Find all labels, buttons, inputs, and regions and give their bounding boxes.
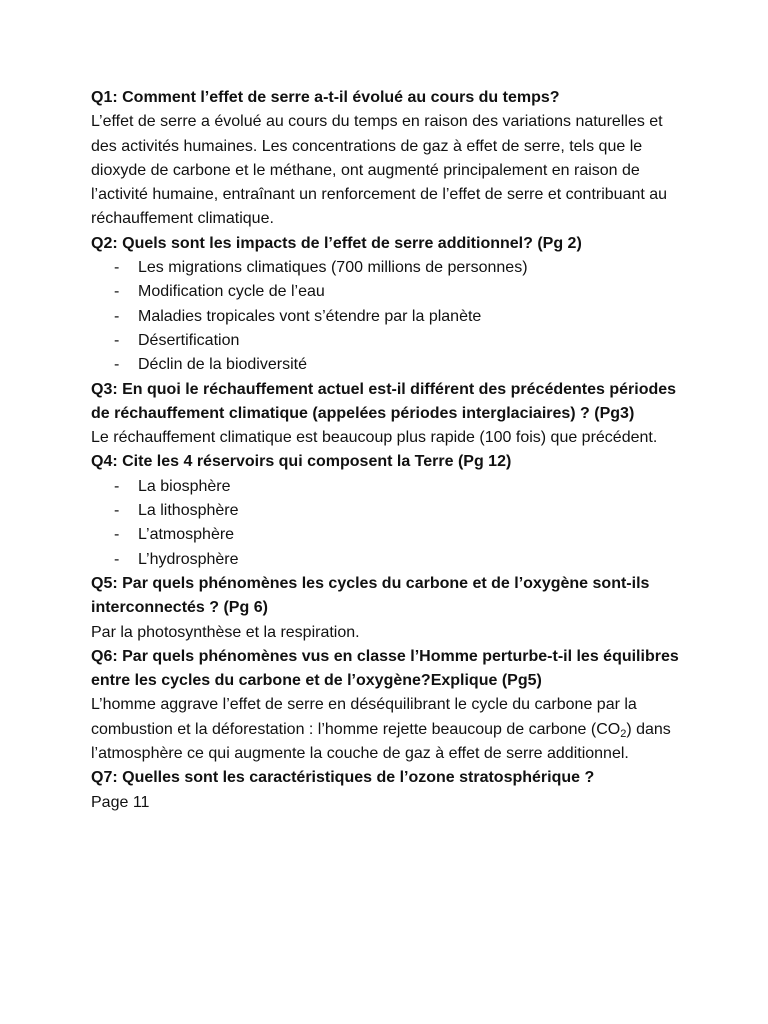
- dash-marker: -: [114, 307, 120, 325]
- dash-marker: -: [114, 331, 120, 349]
- answer-6-text-start: L’homme aggrave l’effet de serre en déséquilibrant le cycle du carbone par la combustion et la déforestation : l’homme rejette beaucoup de carbone (: [91, 696, 637, 738]
- dash-marker: -: [114, 477, 120, 495]
- answer-4-list: [91, 475, 691, 572]
- document-page: [91, 86, 691, 815]
- list-item: [91, 353, 691, 377]
- formula-main: CO: [596, 720, 621, 738]
- question-6: Q6: Par quels phénomènes vus en classe l’Homme perturbe-t-il les équilibres entre les cycles du carbone et de l’oxygène?Explique (Pg5): [91, 647, 679, 690]
- question-7: Q7: Quelles sont les caractéristiques de l’ozone stratosphérique ?: [91, 769, 595, 787]
- list-item: [91, 475, 691, 499]
- dash-marker: -: [114, 259, 120, 277]
- dash-marker: -: [114, 550, 120, 568]
- list-item-text: La biosphère: [138, 477, 231, 495]
- dash-marker: -: [114, 356, 120, 374]
- list-item-text: L’atmosphère: [138, 526, 235, 544]
- question-3: Q3: En quoi le réchauffement actuel est-il différent des précédentes périodes de réchauffement climatique (appelées périodes interglaciaires) ? (Pg3): [91, 380, 677, 422]
- answer-1: L’effet de serre a évolué au cours du temps en raison des variations naturelles et des activités humaines. Les concentrations de gaz à effet de serre, tels que le dioxyde de carbone et le méthane, ont augmenté principalement en raison de l’activité humaine, entraînant un renforcement de l’effet de serre et contribuant au réchauffement climatique.: [91, 113, 668, 228]
- list-item: [91, 523, 691, 547]
- list-item: [91, 548, 691, 572]
- list-item-text: Modification cycle de l’eau: [138, 283, 325, 301]
- question-5: Q5: Par quels phénomènes les cycles du carbone et de l’oxygène sont-ils interconnectés ? (Pg 6): [91, 574, 650, 617]
- list-item: [91, 280, 691, 304]
- list-item-text: Les migrations climatiques (700 millions de personnes): [138, 259, 528, 277]
- answer-2-list: [91, 256, 691, 377]
- answer-6-text-end: ) dans l’atmosphère ce qui augmente la couche de gaz à effet de serre additionnel.: [91, 720, 671, 763]
- list-item-text: Désertification: [138, 331, 240, 349]
- question-2: Q2: Quels sont les impacts de l’effet de serre additionnel? (Pg 2): [91, 234, 582, 252]
- answer-3: Le réchauffement climatique est beaucoup plus rapide (100 fois) que précédent.: [91, 429, 658, 447]
- list-item-text: L’hydrosphère: [138, 550, 239, 568]
- dash-marker: -: [114, 526, 120, 544]
- answer-7: Page 11: [91, 793, 150, 811]
- dash-marker: -: [114, 283, 120, 301]
- answer-5: Par la photosynthèse et la respiration.: [91, 623, 360, 641]
- question-4: Q4: Cite les 4 réservoirs qui composent la Terre (Pg 12): [91, 453, 512, 471]
- list-item-text: La lithosphère: [138, 502, 239, 520]
- co2-formula: [596, 721, 626, 738]
- list-item-text: Déclin de la biodiversité: [138, 356, 307, 374]
- list-item: [91, 256, 691, 280]
- list-item: [91, 329, 691, 353]
- question-1: Q1: Comment l’effet de serre a-t-il évolué au cours du temps?: [91, 89, 560, 106]
- list-item: [91, 499, 691, 523]
- formula-subscript: 2: [620, 727, 627, 740]
- dash-marker: -: [114, 502, 120, 520]
- list-item: [91, 305, 691, 329]
- answer-6: [91, 693, 691, 766]
- list-item-text: Maladies tropicales vont s’étendre par la planète: [138, 307, 482, 325]
